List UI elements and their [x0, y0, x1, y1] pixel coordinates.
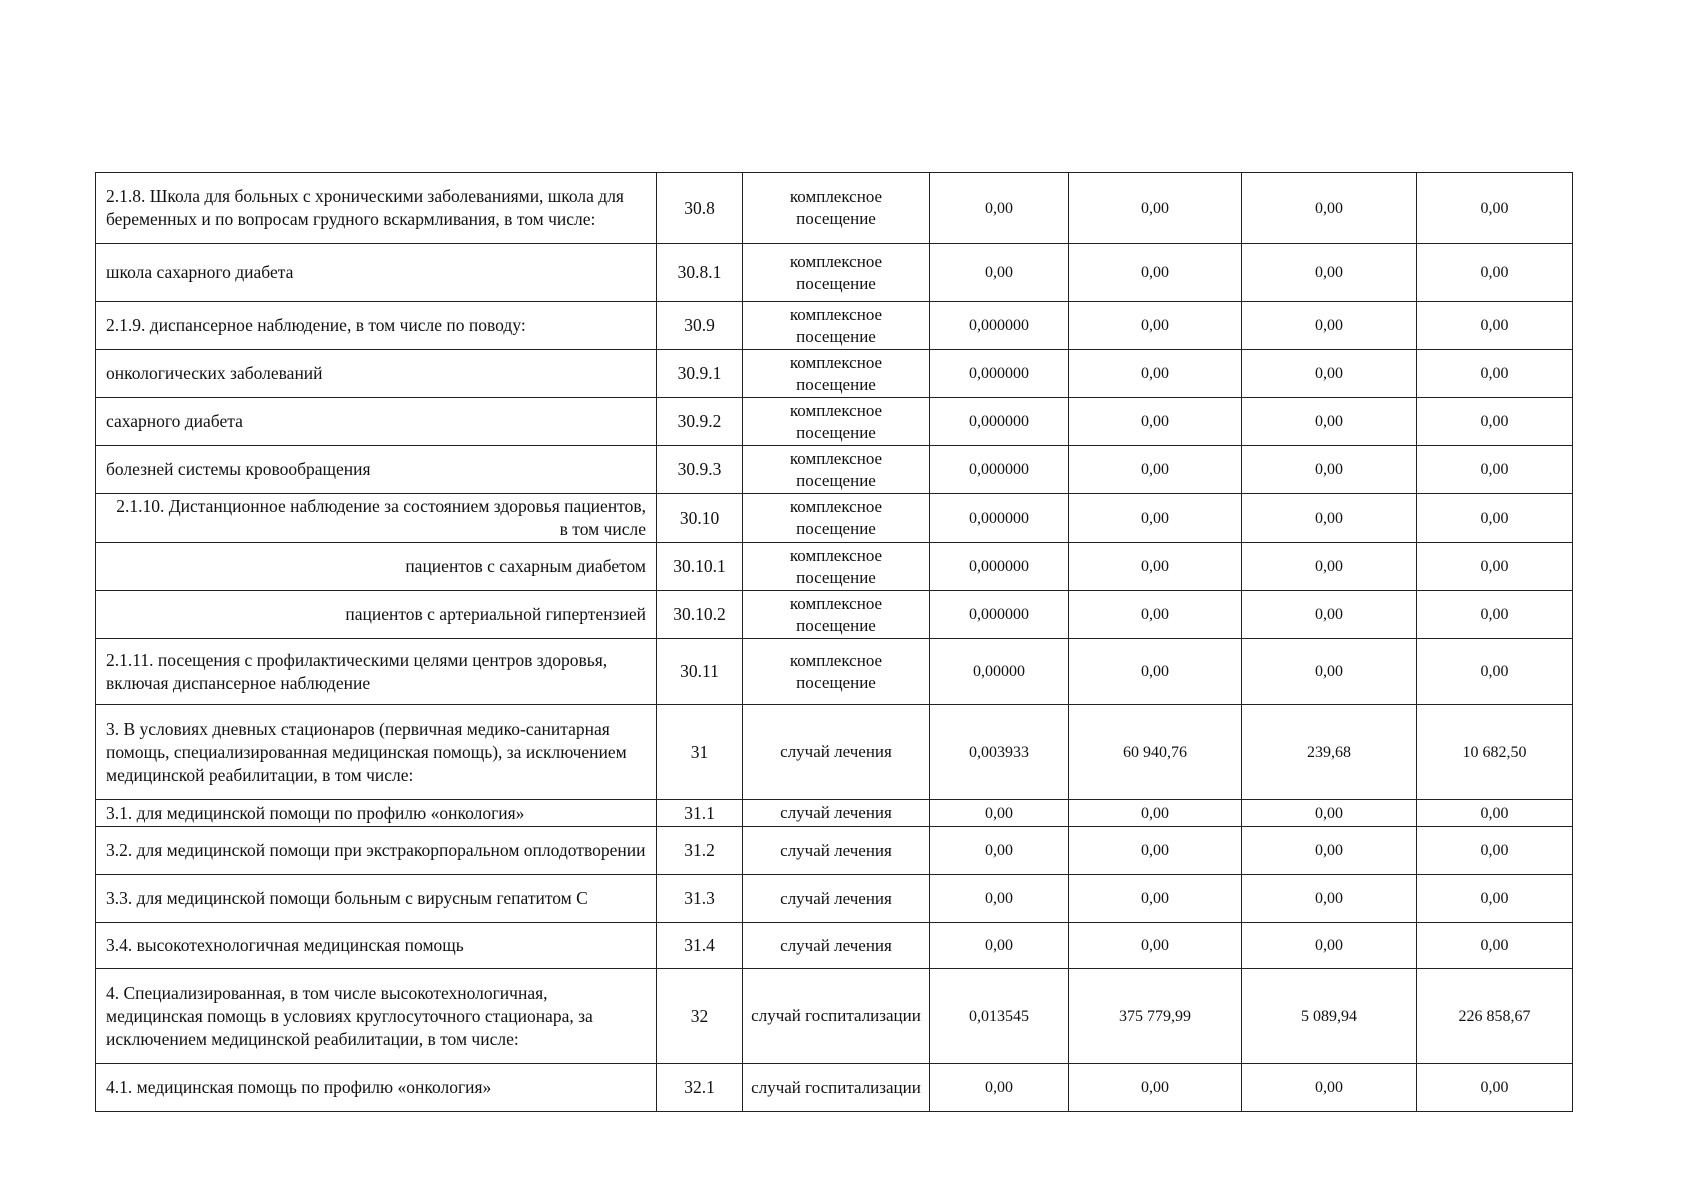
row-code: 30.9.1	[657, 350, 743, 398]
row-value-1: 0,00	[930, 244, 1069, 302]
row-code: 30.11	[657, 639, 743, 705]
row-unit: комплексное посещение	[743, 591, 930, 639]
row-value-3: 0,00	[1242, 350, 1417, 398]
row-code: 31	[657, 705, 743, 800]
row-code: 31.2	[657, 827, 743, 875]
row-value-2: 0,00	[1069, 1064, 1242, 1112]
row-value-2: 0,00	[1069, 350, 1242, 398]
table-row	[96, 639, 1573, 705]
row-value-4: 0,00	[1417, 1064, 1573, 1112]
table-row	[96, 350, 1573, 398]
row-value-4: 0,00	[1417, 800, 1573, 827]
table-row	[96, 173, 1573, 244]
row-value-1: 0,00	[930, 173, 1069, 244]
row-name: пациентов с артериальной гипертензией	[96, 591, 657, 639]
row-name: 2.1.11. посещения с профилактическими целями центров здоровья, включая диспансерное наблюдение	[96, 639, 657, 705]
row-unit: случай лечения	[743, 875, 930, 923]
row-value-3: 0,00	[1242, 173, 1417, 244]
row-name: 2.1.9. диспансерное наблюдение, в том числе по поводу:	[96, 302, 657, 350]
table-row	[96, 591, 1573, 639]
row-value-2: 0,00	[1069, 543, 1242, 591]
row-name: болезней системы кровообращения	[96, 446, 657, 494]
row-value-2: 0,00	[1069, 923, 1242, 969]
row-unit: случай лечения	[743, 800, 930, 827]
row-value-2: 0,00	[1069, 302, 1242, 350]
row-unit: комплексное посещение	[743, 543, 930, 591]
row-value-4: 226 858,67	[1417, 969, 1573, 1064]
row-value-4: 0,00	[1417, 875, 1573, 923]
row-unit: случай госпитализации	[743, 1064, 930, 1112]
row-name: пациентов с сахарным диабетом	[96, 543, 657, 591]
table-row	[96, 446, 1573, 494]
row-code: 30.9.2	[657, 398, 743, 446]
row-value-1: 0,000000	[930, 446, 1069, 494]
row-code: 31.1	[657, 800, 743, 827]
table-row	[96, 827, 1573, 875]
row-name: 3.3. для медицинской помощи больным с вирусным гепатитом С	[96, 875, 657, 923]
row-value-3: 0,00	[1242, 827, 1417, 875]
row-value-4: 0,00	[1417, 398, 1573, 446]
row-value-2: 0,00	[1069, 591, 1242, 639]
row-unit: случай лечения	[743, 705, 930, 800]
row-unit: комплексное посещение	[743, 398, 930, 446]
row-unit: комплексное посещение	[743, 350, 930, 398]
row-name: 3.1. для медицинской помощи по профилю «онкология»	[96, 800, 657, 827]
table-row	[96, 244, 1573, 302]
row-value-2: 0,00	[1069, 398, 1242, 446]
row-value-3: 0,00	[1242, 923, 1417, 969]
row-value-3: 0,00	[1242, 591, 1417, 639]
row-unit: комплексное посещение	[743, 173, 930, 244]
row-value-4: 0,00	[1417, 494, 1573, 543]
row-value-1: 0,000000	[930, 494, 1069, 543]
row-value-3: 0,00	[1242, 800, 1417, 827]
row-value-4: 0,00	[1417, 639, 1573, 705]
row-value-1: 0,00	[930, 827, 1069, 875]
row-value-4: 0,00	[1417, 827, 1573, 875]
row-value-2: 60 940,76	[1069, 705, 1242, 800]
table-row	[96, 923, 1573, 969]
row-value-3: 239,68	[1242, 705, 1417, 800]
row-value-3: 0,00	[1242, 875, 1417, 923]
row-value-1: 0,003933	[930, 705, 1069, 800]
row-code: 32	[657, 969, 743, 1064]
row-value-1: 0,00	[930, 1064, 1069, 1112]
row-name: 2.1.10. Дистанционное наблюдение за состоянием здоровья пациентов, в том числе	[96, 494, 657, 543]
row-name: 4. Специализированная, в том числе высокотехнологичная, медицинская помощь в условиях круглосуточного стационара, за исключением медицинской реабилитации, в том числе:	[96, 969, 657, 1064]
table-row	[96, 1064, 1573, 1112]
row-value-2: 0,00	[1069, 244, 1242, 302]
row-value-1: 0,00	[930, 800, 1069, 827]
row-value-2: 375 779,99	[1069, 969, 1242, 1064]
row-unit: случай лечения	[743, 923, 930, 969]
row-unit: комплексное посещение	[743, 639, 930, 705]
row-unit: случай госпитализации	[743, 969, 930, 1064]
row-value-1: 0,00	[930, 875, 1069, 923]
row-value-3: 5 089,94	[1242, 969, 1417, 1064]
row-value-3: 0,00	[1242, 543, 1417, 591]
row-value-2: 0,00	[1069, 639, 1242, 705]
row-unit: комплексное посещение	[743, 446, 930, 494]
row-name: онкологических заболеваний	[96, 350, 657, 398]
row-value-1: 0,000000	[930, 591, 1069, 639]
row-code: 30.8.1	[657, 244, 743, 302]
row-name: 4.1. медицинская помощь по профилю «онкология»	[96, 1064, 657, 1112]
row-unit: комплексное посещение	[743, 244, 930, 302]
row-code: 31.3	[657, 875, 743, 923]
row-name: 3.4. высокотехнологичная медицинская помощь	[96, 923, 657, 969]
row-value-4: 0,00	[1417, 591, 1573, 639]
row-code: 32.1	[657, 1064, 743, 1112]
row-value-3: 0,00	[1242, 639, 1417, 705]
row-unit: комплексное посещение	[743, 302, 930, 350]
row-value-4: 0,00	[1417, 350, 1573, 398]
row-value-4: 0,00	[1417, 923, 1573, 969]
row-code: 30.10.1	[657, 543, 743, 591]
row-value-4: 10 682,50	[1417, 705, 1573, 800]
row-value-4: 0,00	[1417, 173, 1573, 244]
row-name: школа сахарного диабета	[96, 244, 657, 302]
row-value-2: 0,00	[1069, 827, 1242, 875]
row-value-1: 0,000000	[930, 543, 1069, 591]
row-name: 2.1.8. Школа для больных с хроническими заболеваниями, школа для беременных и по вопросам грудного вскармливания, в том числе:	[96, 173, 657, 244]
row-value-3: 0,00	[1242, 244, 1417, 302]
row-value-1: 0,00000	[930, 639, 1069, 705]
row-value-2: 0,00	[1069, 173, 1242, 244]
data-table	[95, 172, 1573, 1112]
row-name: сахарного диабета	[96, 398, 657, 446]
row-value-2: 0,00	[1069, 494, 1242, 543]
row-value-3: 0,00	[1242, 1064, 1417, 1112]
row-value-3: 0,00	[1242, 398, 1417, 446]
row-value-3: 0,00	[1242, 494, 1417, 543]
table-row	[96, 543, 1573, 591]
row-value-4: 0,00	[1417, 302, 1573, 350]
row-value-1: 0,00	[930, 923, 1069, 969]
row-value-3: 0,00	[1242, 446, 1417, 494]
row-value-1: 0,000000	[930, 350, 1069, 398]
row-name: 3.2. для медицинской помощи при экстракорпоральном оплодотворении	[96, 827, 657, 875]
row-code: 31.4	[657, 923, 743, 969]
table-row	[96, 800, 1573, 827]
table-row	[96, 875, 1573, 923]
row-code: 30.8	[657, 173, 743, 244]
row-code: 30.10	[657, 494, 743, 543]
row-code: 30.9.3	[657, 446, 743, 494]
table-row	[96, 494, 1573, 543]
row-value-4: 0,00	[1417, 446, 1573, 494]
row-value-2: 0,00	[1069, 446, 1242, 494]
row-code: 30.9	[657, 302, 743, 350]
row-unit: случай лечения	[743, 827, 930, 875]
table-row	[96, 705, 1573, 800]
row-value-3: 0,00	[1242, 302, 1417, 350]
row-value-4: 0,00	[1417, 543, 1573, 591]
row-name: 3. В условиях дневных стационаров (первичная медико-санитарная помощь, специализированная медицинская помощь), за исключением медицинской реабилитации, в том числе:	[96, 705, 657, 800]
row-value-2: 0,00	[1069, 875, 1242, 923]
row-code: 30.10.2	[657, 591, 743, 639]
row-unit: комплексное посещение	[743, 494, 930, 543]
table-row	[96, 302, 1573, 350]
row-value-1: 0,000000	[930, 398, 1069, 446]
row-value-1: 0,013545	[930, 969, 1069, 1064]
row-value-4: 0,00	[1417, 244, 1573, 302]
table-row	[96, 969, 1573, 1064]
table-row	[96, 398, 1573, 446]
row-value-1: 0,000000	[930, 302, 1069, 350]
row-value-2: 0,00	[1069, 800, 1242, 827]
